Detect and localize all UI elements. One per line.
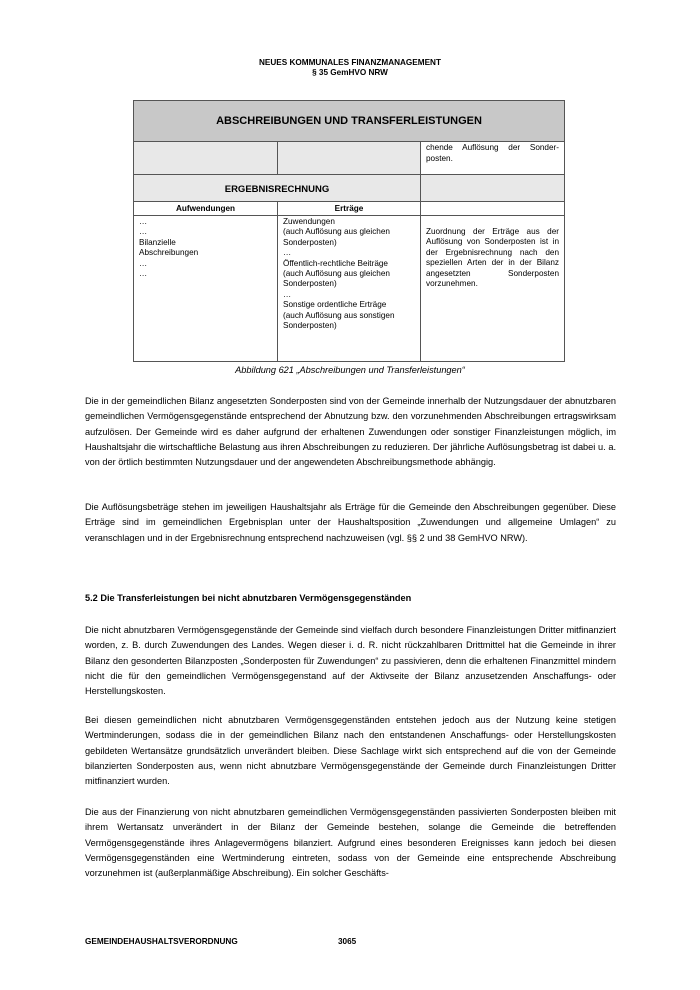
body-paragraph-5: Die aus der Finanzierung von nicht abnutzbaren gemeindlichen Vermögensgegenständen passivierten Sonderposten bleiben mit ihrem Wertansatz unverändert in der Bilanz der Gemeinde bestehen, solange die Gemeinde die betreffenden Vermögensgegenstände ihres Anlagevermögens bilanziert. Aufgrund eines besonderen Ereignisses kann jedoch bei diesen Vermögensgegenständen eine Wertminderung eintreten, sodass von der Gemeinde eine entsprechende Abschreibung vorzunehmen ist (außerplanmäßige Abschreibung). Ein solcher Geschäfts- [85,807,616,879]
aufwendungen-line: Abschreibungen [139,248,199,258]
ertraege-line: (auch Auflösung aus sonstigen [283,310,395,320]
table-row-content [134,216,564,361]
ertraege-line: Öffentlich-rechtliche Beiträge [283,258,388,268]
table-cell-empty [134,142,278,174]
table-row-continued [134,142,564,175]
body-paragraph-4: Bei diesen gemeindlichen nicht abnutzbaren Vermögensgegenständen entstehen jedoch aus der Nutzung keine stetigen Wertminderungen, sodass die in der gemeindlichen Bilanz nach den entstandenen Anschaffungs- oder Herstellungskosten gebildeten Wertansätze grundsätzlich unverändert bleiben. Diese Sachlage wirkt sich entsprechend auf die von der Gemeinde bilanzierten Sonderposten aus, wenn nicht abnutzbare Vermögensgegenstände der Gemeinde durch Finanzleistungen Dritter mitfinanziert wurden. [85,715,616,787]
ertraege-line: Sonderposten) [283,237,337,247]
ertraege-line: Sonderposten) [283,321,337,331]
ertraege-line: (auch Auflösung aus gleichen [283,269,390,279]
aufwendungen-line: Bilanzielle [139,237,176,247]
page-number: 3065 [338,937,357,946]
figure-caption: Abbildung 621 „Abschreibungen und Transferleistungen“ [235,365,465,375]
page-header [0,58,700,78]
ertraege-line: Sonstige ordentliche Erträge [283,300,387,310]
ertraege-line: (auch Auflösung aus gleichen [283,227,390,237]
aufwendungen-line: … [139,258,148,268]
aufwendungen-line: … [139,217,148,226]
table-row-headers [134,202,564,216]
table-cell-continued-text: chende Auflösung der Sonder-posten. [426,143,559,163]
table-cell-empty [421,175,564,201]
body-paragraph-2: Die Auflösungsbeträge stehen im jeweiligen Haushaltsjahr als Erträge für die Gemeinde den Abschreibungen gegenüber. Diese Erträge sind im gemeindlichen Ergebnisplan unter der Haushaltsposition „Zuwendungen und allgemeine Umlagen“ zu veranschlagen und in der Ergebnisrechnung entsprechend nachzuweisen (vgl. §§ 2 und 38 GemHVO NRW). [85,502,616,543]
header-title: NEUES KOMMUNALES FINANZMANAGEMENT [259,58,441,67]
footer-title: GEMEINDEHAUSHALTSVERORDNUNG [85,937,238,946]
column-header-aufwendungen: Aufwendungen [134,202,278,215]
table-cell-empty [278,142,421,174]
ertraege-line: Sonderposten) [283,279,337,289]
ertraege-line: Zuwendungen [283,217,335,226]
body-paragraph-3: Die nicht abnutzbaren Vermögensgegenstände der Gemeinde sind vielfach durch besondere Finanzleistungen Dritter mitfinanziert worden, z. B. durch Zuwendungen des Landes. Wegen dieser i. d. R. nicht rückzahlbaren Drittmittel hat die Gemeinde in ihrer Bilanz den gesonderten Bilanzposten „Sonderposten für Zuwendungen“ zu passivieren, denn die erhaltenen Finanzmittel mindern nicht die für den gemeindlichen Vermögensgegenstand auf der Aktivseite der Bilanz anzusetzenden Anschaffungs- oder Herstellungskosten. [85,625,616,697]
ertraege-line: … [283,248,292,258]
table-row-section [134,175,564,202]
table-title: ABSCHREIBUNGEN UND TRANSFERLEISTUNGEN [134,101,564,142]
aufwendungen-line: … [139,269,148,279]
ertraege-cell [278,216,421,361]
column-header-empty [421,202,564,215]
section-heading: 5.2 Die Transferleistungen bei nicht abnutzbaren Vermögensgegenständen [85,593,412,603]
column-header-ertraege: Erträge [278,202,421,215]
aufwendungen-cell [134,216,278,361]
table-section-title: ERGEBNISRECHNUNG [134,175,421,201]
figure-table [133,100,565,362]
header-subtitle: § 35 GemHVO NRW [312,68,388,77]
ertraege-line: … [283,289,292,299]
aufwendungen-line: … [139,227,148,237]
body-paragraph-1: Die in der gemeindlichen Bilanz angesetzten Sonderposten sind von der Gemeinde innerhalb der Nutzungsdauer der abnutzbaren gemeindlichen Vermögensgegenstände entsprechend der Abnutzung bzw. den vorzunehmenden Abschreibungen ertragswirksam aufzulösen. Der Gemeinde wird es daher aufgrund der erhaltenen Zuwendungen oder sonstiger Finanzleistungen möglich, im Haushaltsjahr die wirtschaftliche Belastung aus ihren Abschreibungen zu reduzieren. Der jährliche Auflösungsbetrag ist dabei u. a. von der örtlich bestimmten Nutzungsdauer und der angewendeten Abschreibungsmethode abhängig. [85,396,616,468]
table-note: Zuordnung der Erträge aus der Auflösung von Sonderposten ist in der Ergebnisrechnung nach den speziellen Arten der in der Bilanz angesetzten Sonderposten vorzunehmen. [426,227,559,289]
